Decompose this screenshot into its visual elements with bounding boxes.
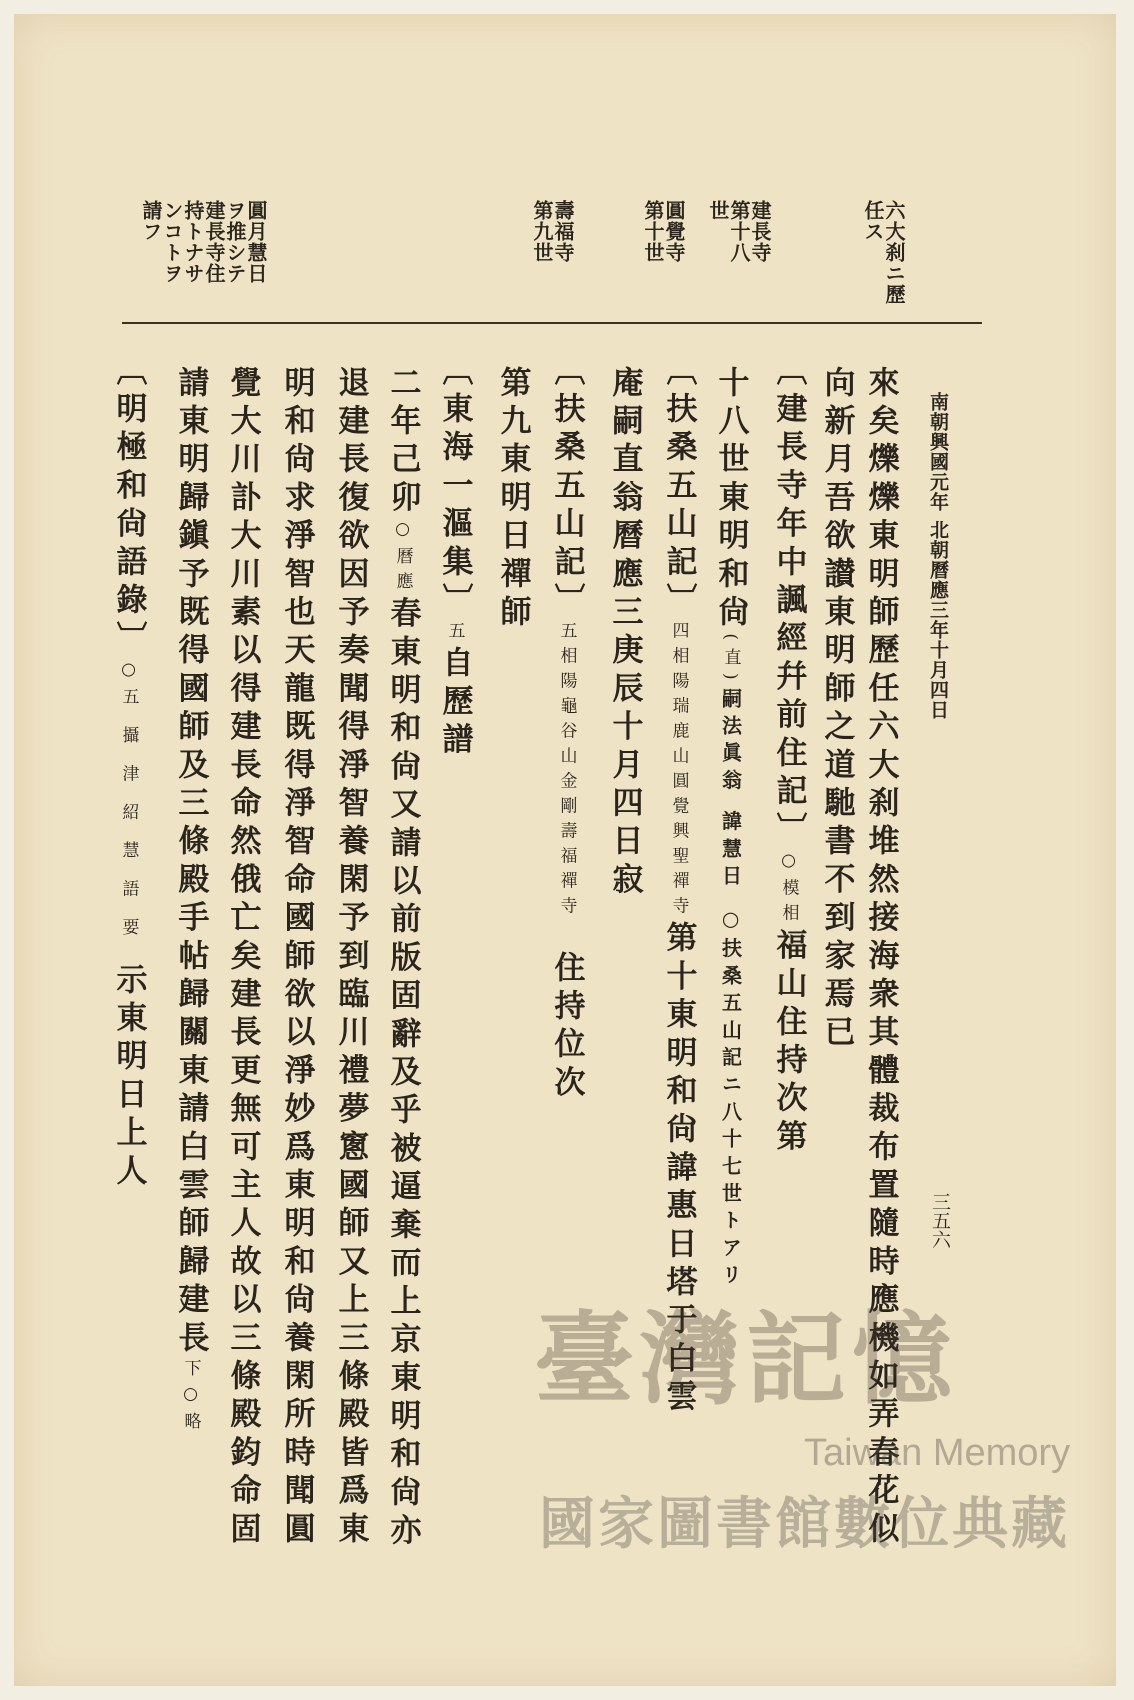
watermark-calligraphy: 臺灣記憶	[534, 1300, 958, 1418]
source-title: 〔東海一漚集〕	[436, 354, 473, 622]
text-column	[550, 354, 583, 1104]
annotation-small: 五相陽龜谷山金剛壽福禪寺	[556, 621, 577, 922]
margin-note: 壽福寺第九世	[530, 200, 575, 263]
page-number: 三五六	[928, 1192, 951, 1249]
column-text: 二年己卯	[384, 366, 421, 519]
annotation-small: ○五 攝 津 紹 慧 語 要	[118, 659, 139, 944]
text-column: 來矣爍爍東明師歷任六大刹堆然接海衆其體裁布置隨時應機如弄春花似	[862, 366, 899, 1551]
annotation-small: ○模相	[778, 850, 799, 929]
margin-note: 圓覺寺第十世	[641, 200, 686, 263]
text-column	[174, 366, 207, 1437]
text-column: 覺大川訃大川素以得建長命然俄亡矣建長更無可主人故以三條殿鈞命固	[224, 366, 261, 1551]
source-title: 〔明極和尙語錄〕	[110, 354, 147, 660]
column-text: 嗣法眞翁 諱慧日 ○扶桑五山記ニ八十七世トアリ	[718, 687, 743, 1292]
column-text: 福山住持次第	[770, 928, 807, 1158]
column-text: 春東明和尙又請以前版固辭及乎被逼棄而上京東明和尙亦	[384, 596, 421, 1552]
source-title: 〔建長寺年中諷經幷前住記〕	[770, 354, 807, 851]
watermark-english: Taiwan Memory	[804, 1432, 1071, 1474]
text-column: 向新月吾欲讃東明師之道馳書不到家焉已	[818, 366, 855, 1054]
text-column: 明和尙求淨智也天龍既得淨智命國師欲以淨妙爲東明和尙養閑所時聞圓	[278, 366, 315, 1551]
text-column	[386, 366, 419, 1552]
text-column: 退建長復欲因予奏聞得淨智養閑予到臨川禮夢窻國師又上三條殿皆爲東	[332, 366, 369, 1551]
watermark-institution: 國家圖書館數位典藏	[539, 1492, 1070, 1557]
column-text: 第十東明和尙諱惠日塔于白雲	[660, 921, 697, 1419]
text-column	[112, 354, 145, 1192]
running-header: 南朝興國元年 北朝曆應三年十月四日	[926, 392, 949, 720]
margin-note: 建長寺第十八世	[706, 200, 772, 263]
text-column	[714, 366, 747, 1291]
text-column	[438, 354, 471, 761]
text-column	[662, 354, 695, 1418]
annotation-small: ○曆應	[392, 518, 413, 597]
column-text: 自歷譜	[436, 646, 473, 762]
annotation-small: 四相陽瑞鹿山圓覺興聖禪寺	[668, 621, 689, 922]
header-rule	[122, 322, 982, 324]
source-title: 〔扶桑五山記〕	[548, 354, 585, 622]
text-column: 庵嗣直翁曆應三庚辰十月四日寂	[606, 366, 643, 901]
column-text: 請東明歸鎭予既得國師及三條殿手帖歸關東請白雲師歸建長	[172, 366, 209, 1360]
column-text: 住持位次	[548, 951, 585, 1105]
column-text: 十八世東明和尙	[712, 366, 749, 634]
annotation-small: (直)	[720, 633, 741, 688]
margin-note: 六大刹ニ歷任ス	[861, 200, 906, 305]
source-title: 〔扶桑五山記〕	[660, 354, 697, 622]
annotation-small: 五	[444, 621, 465, 647]
text-column: 第九東明日禪師	[494, 366, 531, 634]
annotation-small: 下○略	[180, 1359, 201, 1438]
column-text: 示東明日上人	[110, 963, 147, 1193]
margin-note: 圓月慧日ヲ推シテ建長寺住持トナサンコトヲ請フ	[139, 200, 268, 284]
text-column	[772, 354, 805, 1158]
scanned-page	[14, 14, 1116, 1686]
